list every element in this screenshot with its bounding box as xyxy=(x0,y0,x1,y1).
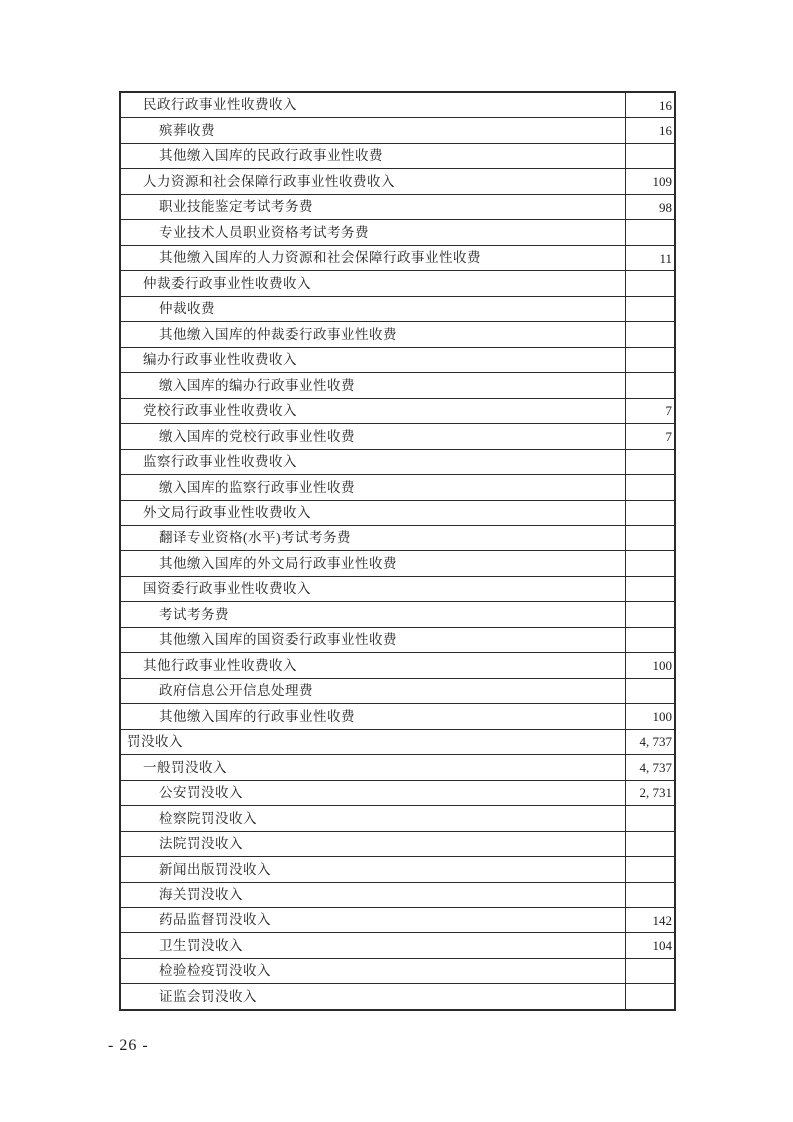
row-amount-value: 4, 737 xyxy=(639,759,672,775)
table-row xyxy=(121,703,674,728)
row-item-label: 其他缴入国库的国资委行政事业性收费 xyxy=(121,628,626,652)
row-amount-value: 2, 731 xyxy=(639,785,672,801)
row-item-label: 党校行政事业性收费收入 xyxy=(121,399,626,423)
row-item-label: 卫生罚没收入 xyxy=(121,933,626,957)
row-amount-value: 11 xyxy=(659,250,672,266)
row-amount-value xyxy=(626,984,674,1008)
table-row xyxy=(121,500,674,525)
budget-table xyxy=(119,91,676,1011)
row-item-label: 其他行政事业性收费收入 xyxy=(121,653,626,677)
table-row xyxy=(121,882,674,907)
row-item-label: 民政行政事业性收费收入 xyxy=(121,93,626,117)
table-row xyxy=(121,296,674,321)
row-amount-value xyxy=(626,832,674,856)
table-row xyxy=(121,525,674,550)
table-row xyxy=(121,117,674,142)
row-amount-value xyxy=(626,220,674,244)
row-item-label: 检验检疫罚没收入 xyxy=(121,959,626,983)
row-item-label: 法院罚没收入 xyxy=(121,832,626,856)
row-item-label: 政府信息公开信息处理费 xyxy=(121,679,626,703)
row-amount-value: 4, 737 xyxy=(639,734,672,750)
table-row xyxy=(121,601,674,626)
row-amount-value xyxy=(626,857,674,881)
table-row xyxy=(121,245,674,270)
table-row xyxy=(121,550,674,575)
table-row xyxy=(121,423,674,448)
row-item-label: 国资委行政事业性收费收入 xyxy=(121,577,626,601)
table-row xyxy=(121,958,674,983)
row-item-label: 仲裁收费 xyxy=(121,297,626,321)
row-amount-value xyxy=(626,806,674,830)
table-row xyxy=(121,627,674,652)
row-item-label: 海关罚没收入 xyxy=(121,883,626,907)
row-amount-value xyxy=(626,679,674,703)
row-item-label: 专业技术人员职业资格考试考务费 xyxy=(121,220,626,244)
row-amount-value: 98 xyxy=(659,199,672,215)
row-item-label: 仲裁委行政事业性收费收入 xyxy=(121,271,626,295)
table-row xyxy=(121,678,674,703)
table-row xyxy=(121,932,674,957)
row-amount-value: 100 xyxy=(652,658,672,674)
row-amount-value xyxy=(626,526,674,550)
table-row xyxy=(121,805,674,830)
table-row xyxy=(121,729,674,754)
row-amount-value: 104 xyxy=(652,938,672,954)
row-item-label: 人力资源和社会保障行政事业性收费收入 xyxy=(121,169,626,193)
table-row xyxy=(121,143,674,168)
row-item-label: 罚没收入 xyxy=(121,730,626,754)
row-amount-value xyxy=(626,551,674,575)
row-item-label: 一般罚没收入 xyxy=(121,755,626,779)
table-row xyxy=(121,372,674,397)
table-row xyxy=(121,321,674,346)
row-item-label: 编办行政事业性收费收入 xyxy=(121,348,626,372)
row-item-label: 监察行政事业性收费收入 xyxy=(121,450,626,474)
row-amount-value: 7 xyxy=(665,428,672,444)
row-item-label: 其他缴入国库的行政事业性收费 xyxy=(121,704,626,728)
row-amount-value: 109 xyxy=(652,174,672,190)
row-amount-value xyxy=(626,297,674,321)
row-amount-value xyxy=(626,348,674,372)
row-item-label: 缴入国库的编办行政事业性收费 xyxy=(121,373,626,397)
row-amount-value: 142 xyxy=(652,912,672,928)
row-amount-value: 16 xyxy=(659,97,672,113)
table-row xyxy=(121,831,674,856)
page-number: - 26 - xyxy=(108,1037,149,1054)
row-item-label: 外文局行政事业性收费收入 xyxy=(121,501,626,525)
row-item-label: 检察院罚没收入 xyxy=(121,806,626,830)
row-item-label: 考试考务费 xyxy=(121,602,626,626)
table-row xyxy=(121,449,674,474)
table-row xyxy=(121,983,674,1008)
row-item-label: 公安罚没收入 xyxy=(121,781,626,805)
row-item-label: 职业技能鉴定考试考务费 xyxy=(121,195,626,219)
table-row xyxy=(121,194,674,219)
row-amount-value: 7 xyxy=(665,403,672,419)
table-row xyxy=(121,474,674,499)
table-row xyxy=(121,754,674,779)
row-amount-value xyxy=(626,577,674,601)
row-amount-value: 16 xyxy=(659,123,672,139)
row-item-label: 其他缴入国库的外文局行政事业性收费 xyxy=(121,551,626,575)
row-amount-value xyxy=(626,959,674,983)
table-row xyxy=(121,576,674,601)
row-item-label: 殡葬收费 xyxy=(121,118,626,142)
table-row xyxy=(121,347,674,372)
row-item-label: 证监会罚没收入 xyxy=(121,984,626,1008)
row-amount-value xyxy=(626,602,674,626)
row-amount-value xyxy=(626,501,674,525)
row-item-label: 药品监督罚没收入 xyxy=(121,908,626,932)
table-row xyxy=(121,907,674,932)
row-amount-value xyxy=(626,373,674,397)
row-amount-value xyxy=(626,450,674,474)
table-row xyxy=(121,168,674,193)
table-row xyxy=(121,93,674,117)
row-amount-value xyxy=(626,628,674,652)
row-item-label: 其他缴入国库的民政行政事业性收费 xyxy=(121,144,626,168)
table-row xyxy=(121,652,674,677)
row-item-label: 缴入国库的党校行政事业性收费 xyxy=(121,424,626,448)
row-item-label: 其他缴入国库的仲裁委行政事业性收费 xyxy=(121,322,626,346)
row-item-label: 翻译专业资格(水平)考试考务费 xyxy=(121,526,626,550)
row-amount-value xyxy=(626,271,674,295)
row-amount-value xyxy=(626,144,674,168)
row-item-label: 缴入国库的监察行政事业性收费 xyxy=(121,475,626,499)
row-amount-value xyxy=(626,883,674,907)
row-amount-value xyxy=(626,322,674,346)
table-row xyxy=(121,780,674,805)
table-row xyxy=(121,398,674,423)
table-row xyxy=(121,219,674,244)
row-item-label: 新闻出版罚没收入 xyxy=(121,857,626,881)
table-row xyxy=(121,270,674,295)
row-item-label: 其他缴入国库的人力资源和社会保障行政事业性收费 xyxy=(121,246,626,270)
row-amount-value: 100 xyxy=(652,708,672,724)
table-row xyxy=(121,856,674,881)
row-amount-value xyxy=(626,475,674,499)
